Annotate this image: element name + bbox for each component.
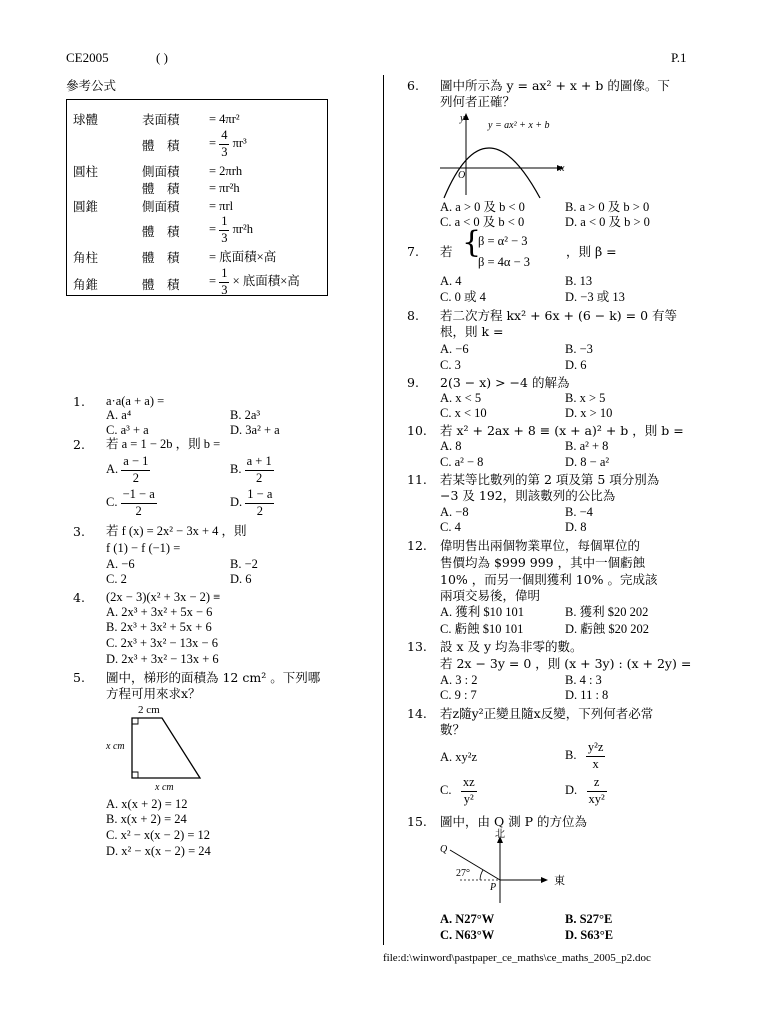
question-number: 11.: [407, 472, 427, 487]
question-text: 設 x 及 y 均為非零的數。: [440, 639, 583, 654]
option-b: B. S27°E: [565, 912, 613, 926]
bearing-figure: [436, 828, 596, 908]
option-b: B. −3: [565, 342, 593, 356]
question-text: 若 f (x) = 2x² − 3x + 4 ，則: [106, 524, 247, 538]
option-d: D. $\frac{1 - a}{2}$: [230, 487, 273, 518]
question-text-line2: 根，則 k =: [440, 324, 504, 339]
trapezium-left-label: x cm: [106, 741, 125, 752]
question-text: 若 x² + 2ax + 8 ≡ (x + a)² + b ，則 b =: [440, 423, 684, 438]
formula-name: 側面積: [142, 199, 180, 214]
formula-value: = πrl: [209, 199, 234, 213]
formula-name: 體 積: [142, 181, 180, 196]
option-a: A. $\frac{a - 1}{2}$: [106, 454, 149, 485]
question-text-line2: 列何者正確？: [440, 94, 516, 109]
question-text: 偉明售出兩個物業單位，每個單位的: [440, 538, 641, 553]
option-c: C. x² − x(x − 2) = 12: [106, 828, 211, 842]
formula-value: = πr²h: [209, 181, 240, 195]
option-c: C. x < 10: [440, 406, 487, 420]
option-d: D. 虧蝕 $20 202: [565, 622, 650, 636]
question-text: 若 a = 1 − 2b ，則 b =: [106, 437, 221, 451]
option-c: C. $\frac{-1 - a}{2}$: [106, 487, 155, 518]
option-d: D. 2x³ + 3x² − 13x + 6: [106, 652, 219, 666]
formula-value: = 2πrh: [209, 164, 243, 178]
option-b: B. 2a³: [230, 408, 261, 422]
option-c: C. 2: [106, 572, 127, 586]
option-a: A. xy²z: [440, 750, 478, 764]
origin-label: O: [458, 170, 466, 181]
option-d: D. 8: [565, 520, 587, 534]
question-text: 圖中，梯形的面積為 12 cm² 。下列哪: [106, 670, 321, 685]
option-d: D. 3a² + a: [230, 423, 280, 437]
question-number: 3.: [73, 524, 85, 539]
formula-value: = $\frac{1}{3}$ πr²h: [209, 214, 254, 245]
question-number: 7.: [407, 244, 419, 259]
page-number: P.1: [671, 50, 687, 65]
trapezium-bottom-label: x cm: [155, 782, 174, 793]
question-text: 圖中所示為 y = ax² + x + b 的圖像。下: [440, 78, 670, 93]
trapezium-figure: [100, 700, 220, 795]
formula-value: = $\frac{1}{3}$ × 底面積×高: [209, 266, 300, 297]
question-number: 12.: [407, 538, 427, 553]
option-c: C. a³ + a: [106, 423, 149, 437]
brace: {: [462, 225, 482, 260]
question-text: 若z隨y²正變且隨x反變，下列何者必常: [440, 706, 654, 721]
x-axis-label: x: [560, 163, 565, 174]
option-d: D. x > 10: [565, 406, 613, 420]
formula-value: = 4πr²: [209, 112, 240, 126]
question-text: 若某等比數列的第 2 項及第 5 項分別為: [440, 472, 660, 487]
option-b: B. $\frac{a + 1}{2}$: [230, 454, 272, 485]
option-b: B. a > 0 及 b > 0: [565, 200, 650, 214]
equation-1: β = α² − 3: [478, 234, 528, 248]
option-b: B. −2: [230, 557, 258, 571]
option-a: A. −6: [440, 342, 469, 356]
question-text-line4: 兩項交易後，偉明: [440, 588, 541, 603]
option-a: A. 2x³ + 3x² + 5x − 6: [106, 605, 213, 619]
angle-label: 27°: [456, 868, 470, 879]
east-label: 東: [554, 875, 565, 887]
column-divider: [383, 75, 384, 945]
question-text: 2(3 − x) > −4 的解為: [440, 375, 570, 390]
formula-title: 參考公式: [66, 78, 117, 93]
formula-solid: 角錐: [73, 277, 99, 292]
question-text-line2: 售價均為 $999 999 ，其中一個虧蝕: [440, 555, 646, 570]
question-text-line2: 數？: [440, 722, 466, 737]
north-label: 北: [495, 829, 505, 840]
question-text: a·a(a + a) =: [106, 394, 165, 408]
question-text-line2: f (1) − f (−1) =: [106, 541, 181, 555]
option-b: B. 4 : 3: [565, 673, 602, 687]
formula-name: 體 積: [142, 224, 180, 239]
header-code: CE2005: [66, 50, 109, 65]
option-a: A. 4: [440, 274, 462, 288]
option-c: C. 9 : 7: [440, 688, 477, 702]
option-b: B. x > 5: [565, 391, 606, 405]
question-text-line3: 10% ，而另一個則獲利 10% 。完成該: [440, 572, 658, 587]
question-number: 2.: [73, 437, 85, 452]
parabola-figure: [436, 110, 576, 200]
equation-2: β = 4α − 3: [478, 255, 531, 269]
option-b: B. $\frac{\text{y²z}}{x}$: [565, 740, 604, 771]
option-c: C. a < 0 及 b < 0: [440, 215, 525, 229]
option-c: C. a² − 8: [440, 455, 484, 469]
question-text-after: ，則 β =: [566, 244, 617, 259]
option-d: D. x² − x(x − 2) = 24: [106, 844, 211, 858]
option-b: B. 獲利 $20 202: [565, 605, 649, 619]
question-text: 若二次方程 kx² + 6x + (6 − k) = 0 有等: [440, 308, 677, 323]
formula-name: 體 積: [142, 250, 180, 265]
option-b: B. −4: [565, 505, 593, 519]
question-text: (2x − 3)(x² + 3x − 2) ≡: [106, 590, 221, 604]
option-a: A. −8: [440, 505, 469, 519]
question-number: 10.: [407, 423, 427, 438]
option-c: C. 虧蝕 $10 101: [440, 622, 524, 636]
option-a: A. −6: [106, 557, 135, 571]
question-number: 5.: [73, 670, 85, 685]
formula-name: 體 積: [142, 138, 180, 153]
question-text: 若: [440, 244, 453, 259]
trapezium-top-label: 2 cm: [138, 704, 160, 716]
option-c: C. N63°W: [440, 928, 495, 942]
formula-solid: 圓柱: [73, 164, 99, 179]
option-b: B. 2x³ + 3x² + 5x + 6: [106, 620, 212, 634]
curve-equation: y = ax² + x + b: [488, 120, 550, 131]
formula-name: 表面積: [142, 112, 180, 127]
option-b: B. a² + 8: [565, 439, 609, 453]
question-text-line2: −3 及 192，則該數列的公比為: [440, 488, 616, 503]
option-b: B. x(x + 2) = 24: [106, 812, 187, 826]
formula-solid: 圓錐: [73, 199, 99, 214]
question-number: 9.: [407, 375, 419, 390]
question-number: 6.: [407, 78, 419, 93]
point-q-label: Q: [440, 844, 448, 855]
option-a: A. N27°W: [440, 912, 495, 926]
option-c: C. 0 或 4: [440, 290, 486, 304]
question-number: 14.: [407, 706, 427, 721]
option-d: D. $\frac{z}{\text{xy²}}$: [565, 775, 605, 806]
formula-value: = 底面積×高: [209, 250, 277, 264]
option-a: A. 8: [440, 439, 462, 453]
option-c: C. 4: [440, 520, 461, 534]
option-d: D. 6: [230, 572, 252, 586]
option-c: C. 3: [440, 358, 461, 372]
option-a: A. x < 5: [440, 391, 482, 405]
option-c: C. 2x³ + 3x² − 13x − 6: [106, 636, 218, 650]
option-b: B. 13: [565, 274, 593, 288]
point-p-label: P: [490, 882, 497, 893]
option-a: A. 獲利 $10 101: [440, 605, 525, 619]
formula-name: 體 積: [142, 277, 180, 292]
question-number: 15.: [407, 814, 427, 829]
formula-name: 側面積: [142, 164, 180, 179]
option-d: D. a < 0 及 b > 0: [565, 215, 650, 229]
option-a: A. 3 : 2: [440, 673, 478, 687]
question-text: 圖中，由 Q 測 P 的方位為: [440, 814, 588, 829]
option-a: A. a > 0 及 b < 0: [440, 200, 525, 214]
formula-value: = $\frac{4}{3}$ πr³: [209, 128, 247, 159]
formula-solid: 球體: [73, 112, 99, 127]
question-text-line2: 若 2x − 3y = 0 ，則 (x + 3y) : (x + 2y) =: [440, 656, 692, 671]
option-d: D. 6: [565, 358, 587, 372]
option-a: A. x(x + 2) = 12: [106, 797, 188, 811]
option-d: D. −3 或 13: [565, 290, 625, 304]
question-number: 13.: [407, 639, 427, 654]
option-d: D. 8 − a²: [565, 455, 610, 469]
question-number: 8.: [407, 308, 419, 323]
formula-solid: 角柱: [73, 250, 99, 265]
question-number: 1.: [73, 394, 85, 409]
question-number: 4.: [73, 590, 85, 605]
file-path-footer: file:d:\winword\pastpaper_ce_maths\ce_maths_2005_p2.doc: [383, 952, 651, 964]
option-d: D. 11 : 8: [565, 688, 609, 702]
question-text-line2: 方程可用來求x？: [106, 686, 201, 701]
option-a: A. a⁴: [106, 408, 132, 422]
option-c: C. $\frac{xz}{\text{y²}}$: [440, 775, 475, 806]
header-blank: ( ): [156, 50, 168, 65]
y-axis-label: y: [460, 113, 465, 124]
option-d: D. S63°E: [565, 928, 614, 942]
